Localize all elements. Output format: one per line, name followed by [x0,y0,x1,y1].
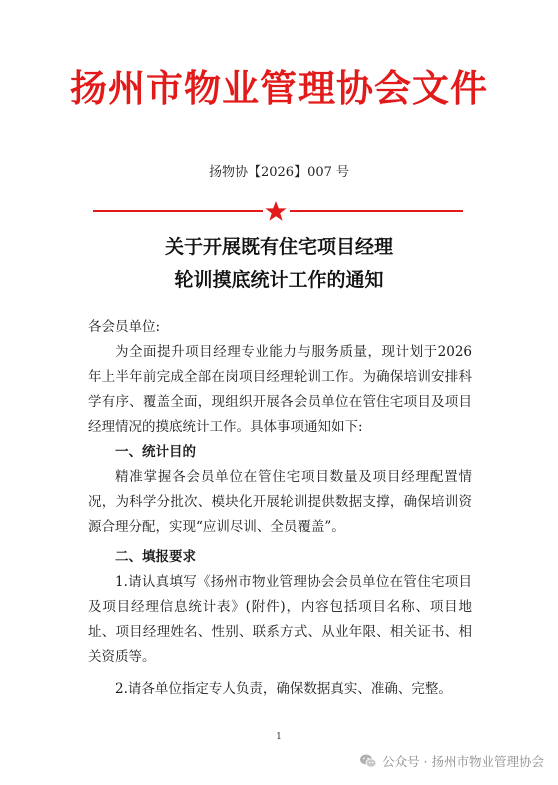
intro-paragraph: 为全面提升项目经理专业能力与服务质量，现计划于2026年上半年前完成全部在岗项目经理轮训工作。为确保培训安排科学有序、覆盖全面，现组织开展各会员单位在管住宅项目及项目经理情况的摸底统计工作。具体事项通知如下: [88,344,472,435]
red-divider-right [290,210,463,212]
red-divider-left [93,210,263,212]
watermark-text: 公众号 · 扬州市物业管理协会 [382,754,544,769]
section-1-paragraph: 精准掌握各会员单位在管住宅项目数量及项目经理配置情况，为科学分批次、模块化开展轮训提供数据支撑，确保培训资源合理分配，实现“应训尽训、全员覆盖”。 [88,469,472,535]
document-header-title: 扬州市物业管理协会文件 [70,66,488,110]
section-2-heading: 二、填报要求 [115,549,196,565]
wechat-icon [359,753,377,769]
requirement-item-1: 1.请认真填写《扬州市物业管理协会会员单位在管住宅项目及项目经理信息统计表》(附件)，内容包括项目名称、项目地址、项目经理姓名、性别、联系方式、从业年限、相关证书、相关资质等。 [88,574,472,665]
salutation: 各会员单位: [88,319,161,335]
notice-title-line-1: 关于开展既有住宅项目经理 [164,236,393,258]
star-icon [264,200,288,222]
wechat-watermark [359,752,544,770]
document-number: 扬物协【2026】007 号 [208,165,350,180]
page-number: 1 [276,732,282,742]
section-1-heading: 一、统计目的 [115,444,196,460]
requirement-item-2: 2.请各单位指定专人负责，确保数据真实、准确、完整。 [115,681,452,697]
notice-title-line-2: 轮训摸底统计工作的通知 [174,269,384,291]
